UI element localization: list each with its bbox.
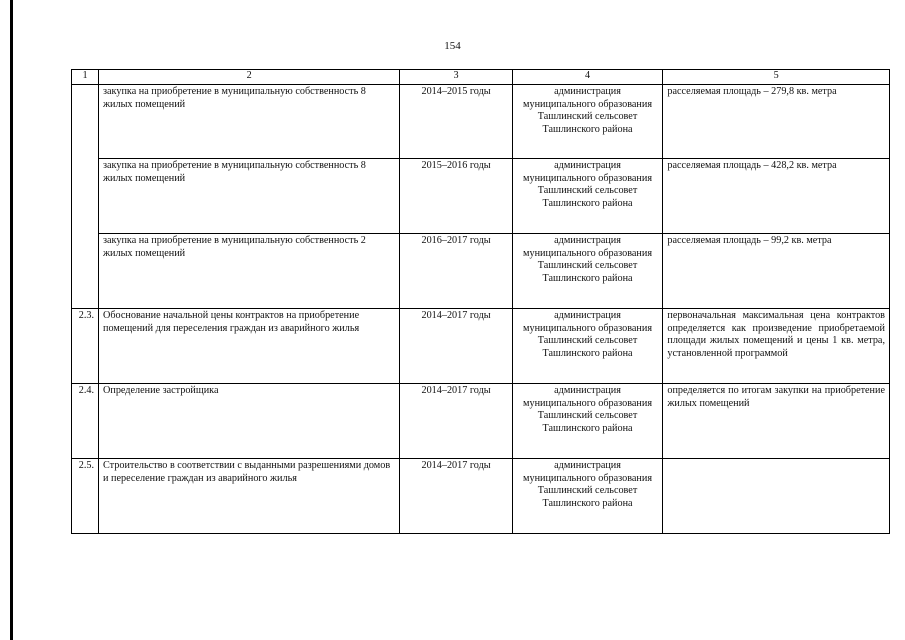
- period-cell: 2014–2017 годы: [400, 459, 512, 534]
- row-number: 2.3.: [72, 309, 99, 384]
- column-header: 4: [512, 70, 663, 85]
- activity-cell: закупка на приобретение в муниципальную собственность 8 жилых помещений: [99, 159, 400, 234]
- executor-cell: администрация муниципального образования Ташлинский сельсовет Ташлинского района: [512, 309, 663, 384]
- executor-cell: администрация муниципального образования Ташлинский сельсовет Ташлинского района: [512, 459, 663, 534]
- column-header: 5: [663, 70, 890, 85]
- period-cell: 2014–2017 годы: [400, 384, 512, 459]
- executor-cell: администрация муниципального образования Ташлинский сельсовет Ташлинского района: [512, 384, 663, 459]
- row-number: [72, 85, 99, 309]
- table-row: [72, 159, 890, 234]
- table-row: [72, 234, 890, 309]
- result-cell: расселяемая площадь – 99,2 кв. метра: [663, 234, 890, 309]
- scan-left-edge: [10, 0, 13, 640]
- page-number: 154: [444, 40, 461, 52]
- activity-cell: Определение застройщика: [99, 384, 400, 459]
- result-cell: расселяемая площадь – 279,8 кв. метра: [663, 85, 890, 159]
- period-cell: 2016–2017 годы: [400, 234, 512, 309]
- table-row: [72, 309, 890, 384]
- column-header: 3: [400, 70, 512, 85]
- table-row: [72, 85, 890, 159]
- activity-cell: закупка на приобретение в муниципальную собственность 2 жилых помещений: [99, 234, 400, 309]
- executor-cell: администрация муниципального образования Ташлинский сельсовет Ташлинского района: [512, 85, 663, 159]
- activity-cell: Обоснование начальной цены контрактов на приобретение помещений для переселения граждан из аварийного жилья: [99, 309, 400, 384]
- column-numbers-row: [72, 70, 890, 85]
- column-header: 1: [72, 70, 99, 85]
- executor-cell: администрация муниципального образования Ташлинский сельсовет Ташлинского района: [512, 159, 663, 234]
- activity-cell: закупка на приобретение в муниципальную собственность 8 жилых помещений: [99, 85, 400, 159]
- column-header: 2: [99, 70, 400, 85]
- table-row: [72, 459, 890, 534]
- executor-cell: администрация муниципального образования Ташлинский сельсовет Ташлинского района: [512, 234, 663, 309]
- measures-table: [71, 69, 890, 534]
- row-number: 2.4.: [72, 384, 99, 459]
- activity-cell: Строительство в соответствии с выданными разрешениями домов и переселение граждан из аварийного жилья: [99, 459, 400, 534]
- period-cell: 2014–2015 годы: [400, 85, 512, 159]
- period-cell: 2014–2017 годы: [400, 309, 512, 384]
- result-cell: определяется по итогам закупки на приобретение жилых помещений: [663, 384, 890, 459]
- table-row: [72, 384, 890, 459]
- result-cell: [663, 459, 890, 534]
- period-cell: 2015–2016 годы: [400, 159, 512, 234]
- row-number: 2.5.: [72, 459, 99, 534]
- result-cell: первоначальная максимальная цена контрактов определяется как произведение приобретаемой площади жилых помещений и цены 1 кв. метра, установленной программой: [663, 309, 890, 384]
- result-cell: расселяемая площадь – 428,2 кв. метра: [663, 159, 890, 234]
